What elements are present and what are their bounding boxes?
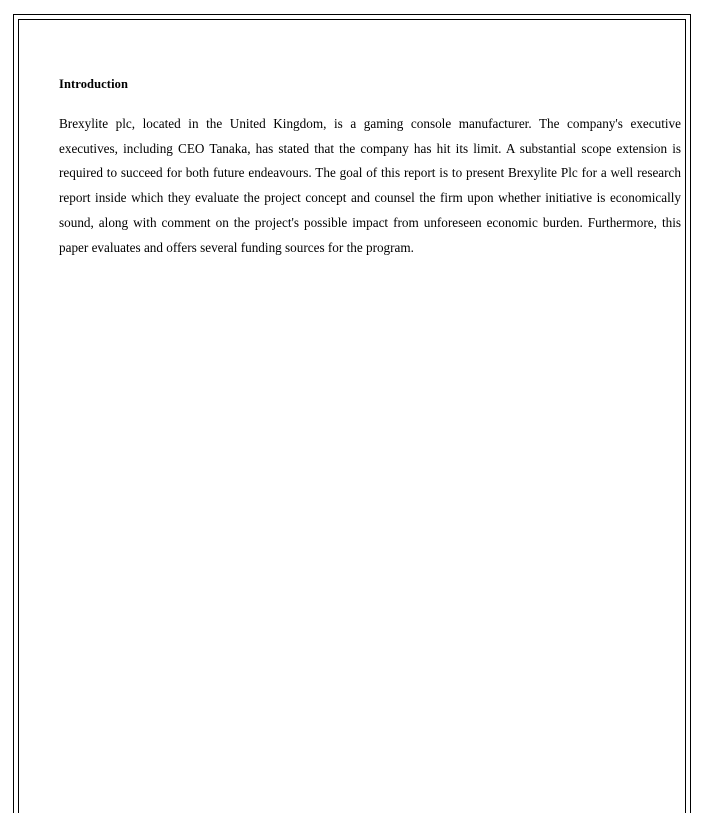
section-paragraph: Brexylite plc, located in the United Kingdom, is a gaming console manufacturer. The company's executive executives, including CEO Tanaka, has stated that the company has hit its limit. A substantial scope extension is required to succeed for both future endeavours. The goal of this report is to present Brexylite Plc for a well research report inside which they evaluate the project concept and counsel the firm upon whether initiative is economically sound, along with comment on the project's possible impact from unforeseen economic burden. Furthermore, this paper evaluates and offers several funding sources for the program.: [59, 116, 681, 255]
document-page-inner-border: [18, 19, 686, 813]
document-page: [13, 14, 691, 813]
document-content: [59, 76, 681, 260]
section-heading-introduction: Introduction: [59, 77, 129, 91]
